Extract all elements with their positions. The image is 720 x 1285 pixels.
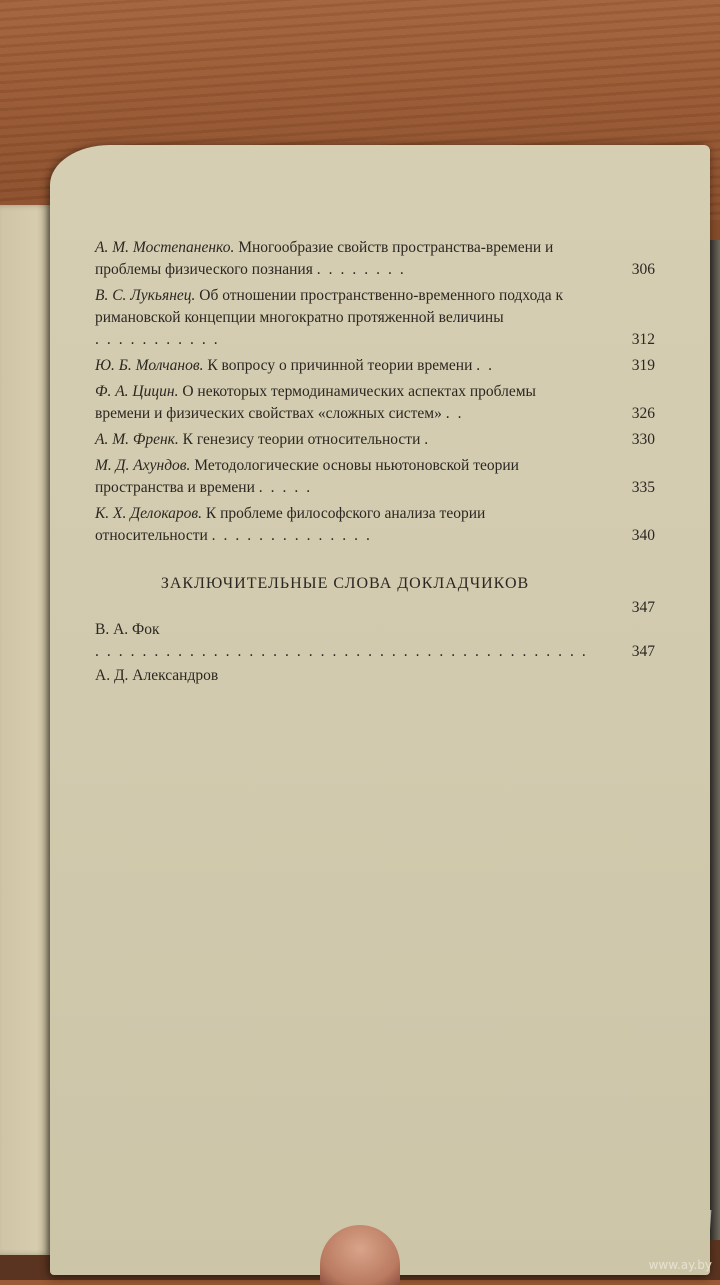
leader-dots: ........... [95,331,226,348]
toc-page-number: 347 [631,643,655,660]
toc-entry [95,381,655,425]
toc-page-number: 306 [631,261,655,278]
toc-speaker-name: В. А. Фок [95,621,160,638]
toc-entry [95,285,655,351]
book-page [50,145,710,1275]
toc-page-number: 312 [631,331,655,348]
toc-page-number: 330 [631,431,655,448]
toc-page-number: 319 [631,357,655,374]
table-of-contents [95,237,655,689]
toc-title: О некоторых термодинамических аспектах проблемы времени и физических свойствах «сложных систем» [95,383,536,422]
leader-dots: .. [476,357,501,374]
leader-dots: .. [445,405,470,422]
toc-entry [95,429,655,451]
leader-dots: ..... [258,479,319,496]
toc-author: Ф. А. Цицин. [95,383,179,400]
section-page-number: 347 [631,599,655,616]
watermark: www.ay.by [648,1258,712,1272]
leader-dots: ........ [316,261,412,278]
toc-author: В. С. Лукьянец. [95,287,196,304]
toc-entry [95,455,655,499]
toc-title: Методологические основы ньютоновской теории пространства и времени [95,457,519,496]
toc-page-number: 335 [631,479,655,496]
toc-title: Об отношении пространственно-временного подхода к римановской концепции многократно протяженной величины [95,287,564,326]
toc-entry [95,619,655,663]
toc-author: К. Х. Делокаров. [95,505,203,522]
toc-entry [95,237,655,281]
leader-dots: . [424,431,437,448]
toc-title: К проблеме философского анализа теории относительности [95,505,486,544]
toc-author: А. М. Френк. [95,431,179,448]
toc-page-number: 326 [631,405,655,422]
leader-dots: .......................................... [95,643,594,660]
toc-title: Многообразие свойств пространства-времени и проблемы физического познания [95,239,554,278]
section-heading: ЗАКЛЮЧИТЕЛЬНЫЕ СЛОВА ДОКЛАДЧИКОВ [160,575,530,592]
toc-title: К генезису теории относительности [182,431,421,448]
left-book-page-edge [0,205,52,1255]
toc-entry [95,503,655,547]
toc-entry [95,355,655,377]
toc-author: Ю. Б. Молчанов. [95,357,204,374]
leader-dots: .............. [211,527,378,544]
toc-entry [95,665,655,687]
toc-author: А. М. Мостепаненко. [95,239,235,256]
toc-author: М. Д. Ахундов. [95,457,191,474]
toc-page-number: 340 [631,527,655,544]
toc-title: К вопросу о причинной теории времени [207,357,473,374]
toc-speaker-name: А. Д. Александров [95,667,219,684]
